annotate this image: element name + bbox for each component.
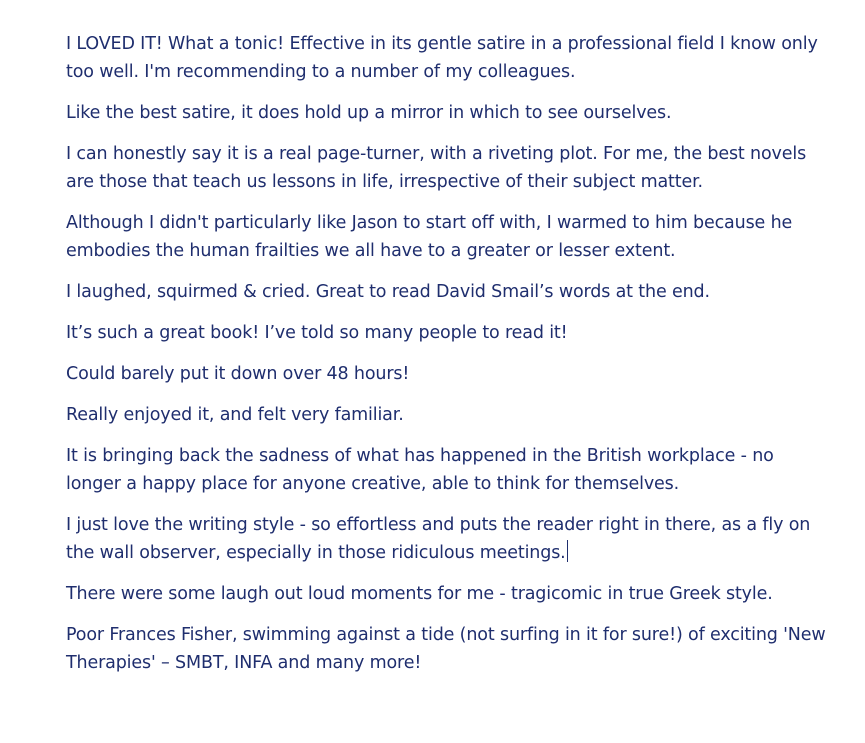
paragraph-11: There were some laugh out loud moments for me - tragicomic in true Greek style. [66,584,773,604]
text-cursor [567,540,568,562]
paragraph-9: It is bringing back the sadness of what has happened in the British workplace - no longer a happy place for anyone creative, able to think for themselves. [66,446,774,494]
paragraph-2: Like the best satire, it does hold up a mirror in which to see ourselves. [66,103,672,123]
paragraph-3: I can honestly say it is a real page-turner, with a riveting plot. For me, the best novels are those that teach us lessons in life, irrespective of their subject matter. [66,144,807,192]
paragraph-8: Really enjoyed it, and felt very familiar. [66,405,404,425]
paragraph-1: I LOVED IT! What a tonic! Effective in its gentle satire in a professional field I know only too well. I'm recommending to a number of my colleagues. [66,34,818,82]
paragraph-5: I laughed, squirmed & cried. Great to read David Smail’s words at the end. [66,282,710,302]
paragraph-7: Could barely put it down over 48 hours! [66,364,410,384]
document-body[interactable] [66,30,826,690]
paragraph-12: Poor Frances Fisher, swimming against a tide (not surfing in it for sure!) of exciting 'New Therapies' – SMBT, INFA and many more! [66,625,826,673]
paragraph-6: It’s such a great book! I’ve told so many people to read it! [66,323,568,343]
paragraph-4: Although I didn't particularly like Jason to start off with, I warmed to him because he embodies the human frailties we all have to a greater or lesser extent. [66,213,793,261]
paragraph-10-text: I just love the writing style - so effortless and puts the reader right in there, as a fly on the wall observer, especially in those ridiculous meetings. [66,515,811,563]
paragraph-10 [66,511,826,567]
